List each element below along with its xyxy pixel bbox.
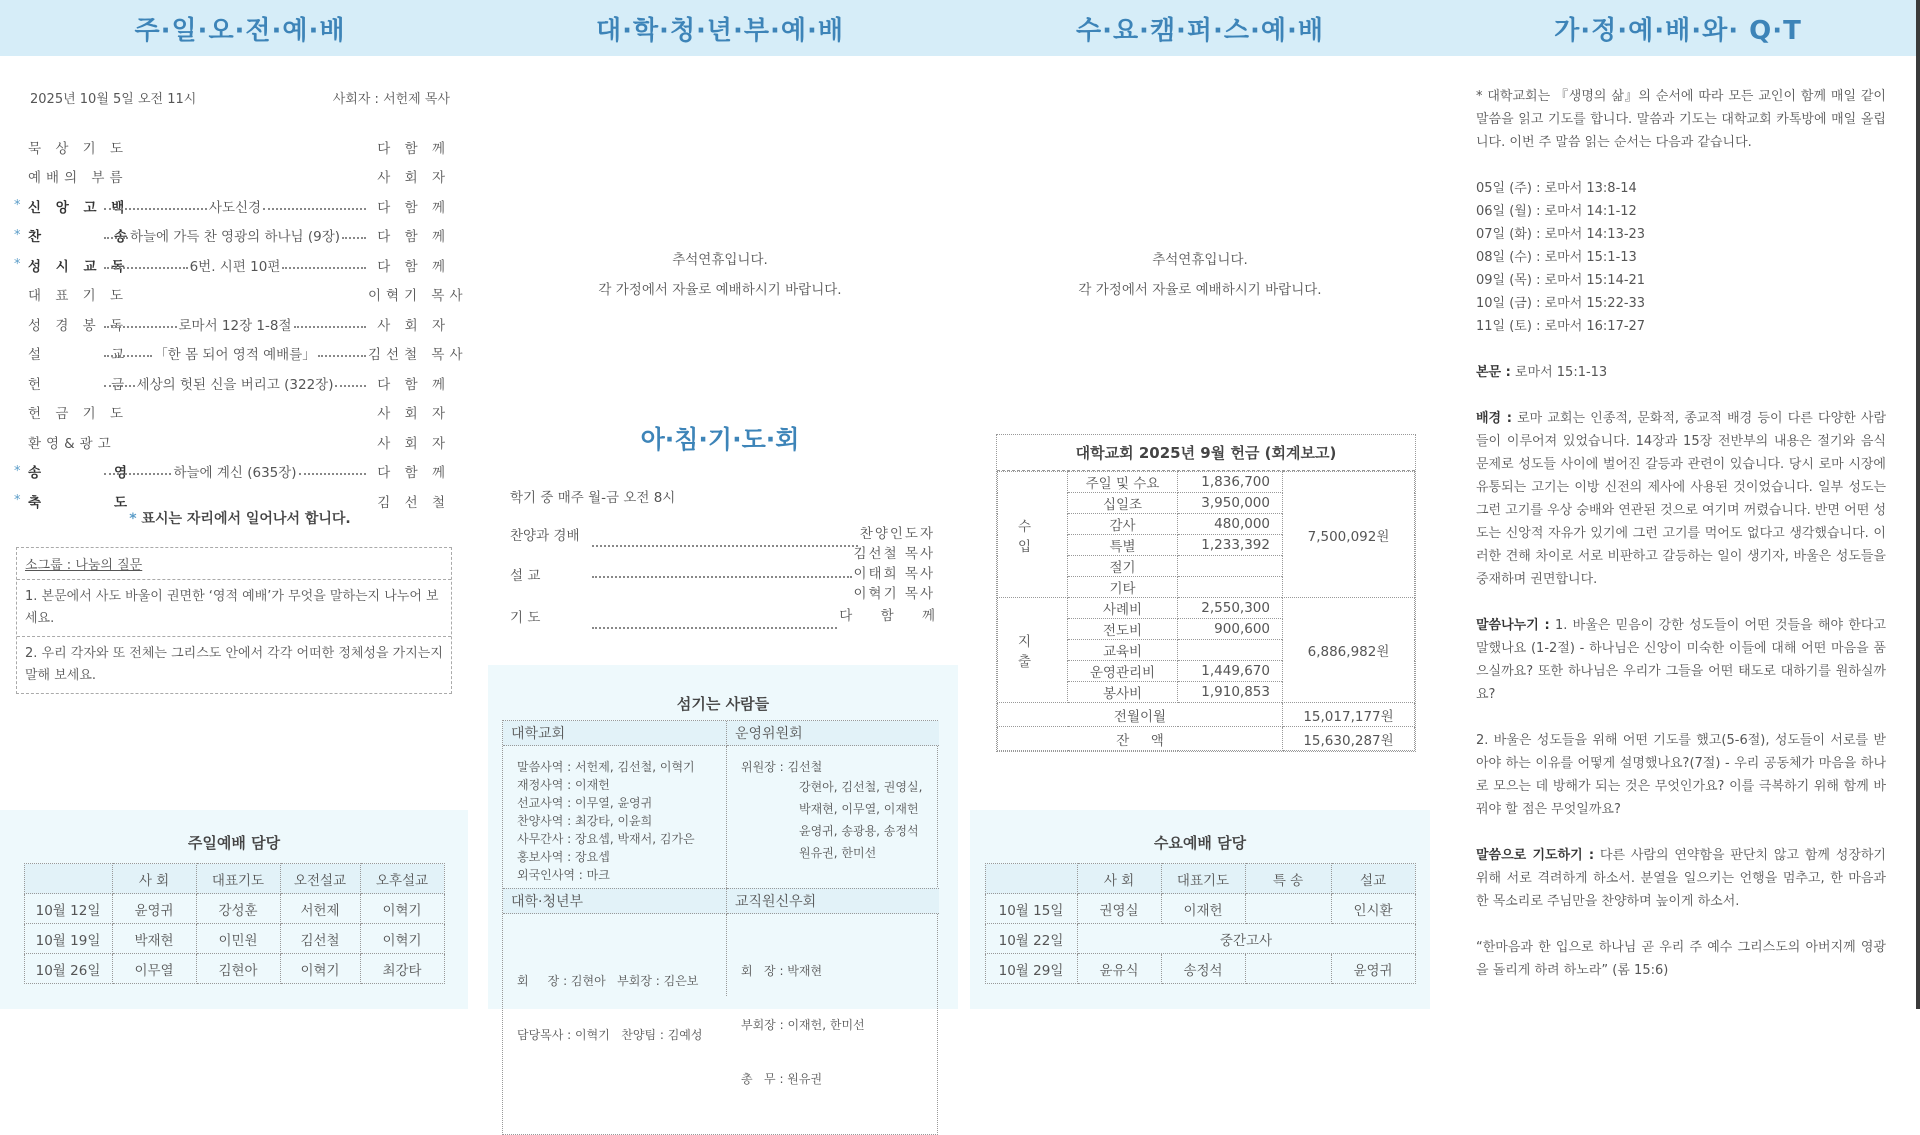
cell: 900,600 [1178, 619, 1283, 640]
carryover-value: 15,017,177원 [1283, 703, 1415, 727]
order-item-by: 다 함 께 [377, 140, 450, 157]
morning-item-by [854, 544, 936, 604]
order-item-name: 신 앙 고 백 [28, 199, 130, 216]
cell: 사례비 [1068, 598, 1178, 619]
wednesday-header [960, 0, 1440, 56]
order-item-detail [102, 411, 368, 413]
qt-panel [1440, 0, 1920, 1009]
leader-dots [299, 473, 366, 475]
section-head-youth: 대학·청년부 [503, 888, 727, 914]
order-item-by: 다 함 께 [377, 258, 450, 275]
cell: 운영관리비 [1068, 661, 1178, 682]
order-item-name: 환영&광고 [28, 435, 116, 452]
order-item-name: 축 도 [28, 494, 132, 511]
wednesday-holiday-notice [960, 245, 1440, 305]
server-line: 윤영귀, 송광용, 송정석 [799, 824, 919, 838]
worship-order-item [14, 309, 450, 339]
leader-dots [592, 545, 858, 547]
qt-content [1476, 85, 1886, 982]
table-row [24, 894, 444, 924]
order-item-detail [102, 441, 368, 443]
wednesday-duty-title: 수요예배 담당 [1153, 834, 1247, 852]
order-item-text: 로마서 12장 1-8절 [178, 317, 292, 334]
order-item-by: 다 함 께 [377, 199, 450, 216]
order-item-detail [102, 314, 368, 334]
cell [1245, 894, 1331, 924]
cell: 김선철 [280, 924, 360, 954]
sunday-duty-title: 주일예배 담당 [187, 834, 281, 852]
qt-prayer [1476, 844, 1886, 913]
servers-box [488, 665, 958, 1086]
question-item: 2. 우리 각자와 또 전체는 그리스도 안에서 각각 어떠한 정체성을 가지는지 말해 보세요. [25, 646, 443, 683]
section-body-committee [727, 746, 939, 888]
small-group-title: 소그룹 : 나눔의 질문 [17, 548, 451, 580]
server-line: 찬양사역 : 최강타, 이윤희 [517, 814, 653, 828]
server-line: 홍보사역 : 장요셉 [517, 850, 610, 864]
cell: 박재현 [112, 924, 196, 954]
order-item-by: 이혁기 목사 [368, 288, 468, 305]
cell: 이민원 [196, 924, 280, 954]
servers-grid [502, 720, 938, 1135]
leader-dots [104, 326, 177, 328]
section-head-committee: 운영위원회 [727, 721, 939, 746]
server-line: 담당목사 : 이혁기 찬양팀 : 김예성 [517, 1028, 703, 1042]
sunday-header [0, 0, 480, 56]
prayer-text: 다른 사람의 연약함을 판단치 않고 함께 성장하기 위해 서로 격려하게 하소서. 분열을 일으키는 언행을 멈추고, 한 마음과 한 목소리로 주님만을 찬양하며 높이게 하소서. [1476, 848, 1886, 909]
table-row [985, 954, 1415, 984]
notice-line: 각 가정에서 자율로 예배하시기 바랍니다. [1078, 282, 1322, 298]
worship-order-item [14, 221, 450, 251]
cell: 십일조 [1068, 493, 1178, 514]
sunday-title: 주·일·오·전·예·배 [134, 15, 346, 46]
server-line: 사무간사 : 장요셉, 박재서, 김가은 [517, 832, 695, 846]
header-cell [985, 864, 1077, 894]
leader-dots [335, 385, 366, 387]
youth-title: 대·학·청·년·부·예·배 [595, 15, 845, 46]
wednesday-title: 수·요·캠·퍼·스·예·배 [1075, 15, 1325, 46]
section-head-church: 대학교회 [503, 721, 727, 746]
carryover-label: 전월이월 [998, 703, 1283, 727]
morning-item-name: 찬양과 경배 [510, 528, 580, 544]
morning-prayer-title: 아·침·기·도·회 [640, 425, 800, 454]
cell: 10월 15일 [985, 894, 1077, 924]
cell: 윤유식 [1077, 954, 1161, 984]
notice-line: 추석연휴입니다. [1152, 252, 1248, 268]
cell: 교육비 [1068, 640, 1178, 661]
table-header-row [985, 864, 1415, 894]
offering-title: 대학교회 2025년 9월 헌금 (회계보고) [997, 435, 1415, 471]
header-cell: 사 회 [112, 864, 196, 894]
notice-line: 각 가정에서 자율로 예배하시기 바랍니다. [598, 282, 842, 298]
leader-dots [104, 385, 135, 387]
qt-header [1440, 0, 1916, 56]
cell: 강성훈 [196, 894, 280, 924]
star-icon: * [14, 198, 21, 214]
cell: 이재헌 [1161, 894, 1245, 924]
notice-line: 추석연휴입니다. [672, 252, 768, 268]
star-icon: * [14, 227, 21, 243]
header-cell: 사 회 [1077, 864, 1161, 894]
cell: 10월 19일 [24, 924, 112, 954]
worship-order-item [14, 398, 450, 428]
order-item-detail [102, 373, 368, 393]
leader-dots [104, 237, 128, 239]
qt-verse: “한마음과 한 입으로 하나님 곧 우리 주 예수 그리스도의 아버지께 영광을 돌리게 하려 하노라” (롬 15:6) [1476, 940, 1886, 978]
section-body-youth [503, 914, 727, 1042]
servers-title: 섬기는 사람들 [676, 695, 770, 713]
sharing-text: 1. 바울은 믿음이 강한 성도들이 어떤 것들을 해야 한다고 말했나요 (1-2절) - 하나님은 신앙이 미숙한 이들에 대해 어떤 마음을 품으실까요? 또한 하나님은 우리가 그들을 어떤 태도로 대하기를 원하실까요? [1476, 618, 1887, 702]
order-item-detail [102, 343, 368, 363]
text-value: 로마서 15:1-13 [1510, 365, 1608, 380]
order-item-by: 김선철 목사 [368, 347, 468, 364]
background-text: 로마 교회는 인종적, 문화적, 종교적 배경 등이 다른 다양한 사람들이 이루어져 있었습니다. 14장과 15장 전반부의 내용은 절기와 음식 문제로 성도들 사이에 벌어진 갈등과 관련이 있습니다. 당시 로마 시장에 유통되는 고기는 이방 신전의 제사에 사용된 것이었습니다. 일부 성도는 그런 고기를 우상 숭배와 연관된 것으로 여기며 꺼렸습니다. 반면 어떤 성도는 신앙적 자유가 있기에 그런 고기를 먹어도 없다고 생각했습니다. 이러한 견해 차이로 서로 비판하고 갈등하는 일이 생기자, 바울은 성도들을 중재하며 권면합니다. [1476, 411, 1886, 587]
order-item-by: 김 선 철 [377, 494, 450, 511]
reading-item: 10일 (금) : 로마서 15:22-33 [1476, 296, 1646, 311]
order-item-name: 대 표 기 도 [28, 288, 129, 305]
server-line: 외국인사역 : 마크 [517, 868, 610, 882]
youth-holiday-notice [480, 245, 960, 305]
header-cell: 설교 [1331, 864, 1415, 894]
qt-text-ref [1476, 361, 1886, 384]
morning-item-name: 설 교 [510, 568, 541, 584]
cell: 이무열 [112, 954, 196, 984]
morning-row [510, 544, 935, 604]
cell: 10월 12일 [24, 894, 112, 924]
order-item-detail [102, 225, 368, 245]
background-label: 배경 : [1476, 411, 1512, 426]
cell: 10월 26일 [24, 954, 112, 984]
server-line: 원유권, 한미선 [799, 846, 877, 860]
order-item-by: 사 회 자 [377, 170, 450, 187]
sunday-duty-table [24, 863, 445, 984]
order-item-name: 예배의 부름 [28, 170, 128, 187]
morning-item-by: 다 함 께 [839, 608, 947, 624]
order-item-detail [102, 461, 368, 481]
cell: 특별 [1068, 535, 1178, 556]
reading-item: 11일 (토) : 로마서 16:17-27 [1476, 319, 1646, 334]
stand-note [0, 508, 480, 528]
cell: 이혁기 [280, 954, 360, 984]
worship-order-item [14, 280, 468, 310]
cell: 서헌제 [280, 894, 360, 924]
morning-prayer-time: 학기 중 매주 월-금 오전 8시 [510, 490, 676, 506]
cell: 윤영귀 [1331, 954, 1415, 984]
stand-note-text: 표시는 자리에서 일어나서 합니다. [141, 511, 351, 527]
reading-item: 05일 (주) : 로마서 13:8-14 [1476, 181, 1637, 196]
worship-order-list [14, 132, 468, 516]
order-item-detail [102, 175, 368, 177]
leader-dots [104, 208, 207, 210]
qt-sharing-1 [1476, 614, 1886, 706]
table-row [24, 924, 444, 954]
order-item-by: 사 회 자 [377, 317, 450, 334]
reading-item: 06일 (월) : 로마서 14:1-12 [1476, 204, 1637, 219]
order-item-by: 다 함 께 [377, 376, 450, 393]
preacher: 김선철 목사 [853, 546, 935, 562]
morning-item-name: 기 도 [510, 610, 541, 626]
small-group-questions [16, 547, 452, 694]
server-line: 회 장 : 김현아 부회장 : 김은보 [517, 974, 699, 988]
morning-row [510, 604, 947, 626]
qt-intro: * 대학교회는 『생명의 삶』의 순서에 따라 모든 교인이 함께 매일 같이 말씀을 읽고 기도를 합니다. 말씀과 기도는 대학교회 카톡방에 매일 올립니다. 이번 주 말씀 읽는 순서는 다음과 같습니다. [1476, 89, 1886, 150]
order-item-name: 성 경 봉 독 [28, 317, 129, 334]
star-icon: * [14, 257, 21, 273]
balance-label: 잔 액 [998, 727, 1283, 751]
order-item-name: 성 시 교 독 [28, 258, 130, 275]
leader-dots [342, 237, 366, 239]
sunday-date: 2025년 10월 5일 오전 11시 [30, 92, 197, 107]
cell [1178, 577, 1283, 598]
morning-prayer-order [510, 520, 947, 626]
server-line: 말씀사역 : 서헌제, 김선철, 이혁기 [517, 760, 695, 774]
leader-dots [318, 355, 366, 357]
prayer-label: 말씀으로 기도하기 : [1476, 848, 1595, 863]
wednesday-duty-box [970, 810, 1430, 1009]
star-icon: * [14, 463, 21, 479]
sunday-service-panel [0, 0, 480, 1009]
cell: 1,233,392 [1178, 535, 1283, 556]
server-line: 재정사역 : 이재헌 [517, 778, 610, 792]
header-cell [24, 864, 112, 894]
section-head-faculty: 교직원신우회 [727, 888, 939, 914]
leader-dots [263, 208, 366, 210]
worship-order-item [14, 191, 450, 221]
cell [1178, 556, 1283, 577]
cell: 중간고사 [1077, 924, 1415, 954]
table-row [998, 703, 1415, 727]
morning-row [510, 520, 935, 544]
offering-report [996, 434, 1416, 752]
sunday-meta [30, 88, 450, 107]
order-item-name: 설 교 [28, 347, 130, 364]
order-item-detail [102, 293, 368, 295]
expense-label: 지 출 [998, 598, 1068, 703]
header-cell: 특 송 [1245, 864, 1331, 894]
order-item-text: 「한 몸 되어 영적 예배를」 [154, 347, 316, 364]
server-line: 강현아, 김선철, 권영실, [799, 780, 923, 794]
order-item-text: 6번. 시편 10편 [189, 258, 281, 275]
order-item-detail [102, 500, 368, 502]
sunday-duty-box [0, 810, 468, 1009]
order-item-name: 묵 상 기 도 [28, 140, 129, 157]
youth-service-panel [480, 0, 960, 1086]
order-item-text: 세상의 헛된 신을 버리고 (322장) [136, 376, 334, 393]
wednesday-duty-table [985, 863, 1416, 984]
cell: 송정석 [1161, 954, 1245, 984]
qt-sharing-2: 2. 바울은 성도들을 위해 어떤 기도를 했고(5-6절), 성도들이 서로를 받아야 하는 이유를 어떻게 설명했나요?(7절) - 우리 공동체가 마음을 하나로 모으는 데 방해가 되는 것은 무엇인가요? 이를 극복하기 위해 함께 바꿔야 할 점은 무엇일까요? [1476, 733, 1886, 817]
cell: 전도비 [1068, 619, 1178, 640]
header-cell: 대표기도 [196, 864, 280, 894]
worship-order-item [14, 457, 450, 487]
cell: 10월 29일 [985, 954, 1077, 984]
server-line: 위원장 : 김선철 [741, 760, 823, 774]
leader-dots [294, 326, 367, 328]
order-item-by: 사 회 자 [377, 406, 450, 423]
cell: 1,449,670 [1178, 661, 1283, 682]
table-row [998, 472, 1415, 493]
cell: 최강타 [360, 954, 444, 984]
worship-order-item [14, 250, 450, 280]
reading-item: 09일 (목) : 로마서 15:14-21 [1476, 273, 1646, 288]
order-item-by: 사 회 자 [377, 435, 450, 452]
sharing-label: 말씀나누기 : [1476, 618, 1550, 633]
reading-item: 07일 (화) : 로마서 14:13-23 [1476, 227, 1646, 242]
table-row [998, 727, 1415, 751]
question-item: 1. 본문에서 사도 바울이 권면한 ‘영적 예배’가 무엇을 말하는지 나누어 보세요. [17, 580, 451, 637]
leader-dots [104, 473, 171, 475]
balance-value: 15,630,287원 [1283, 727, 1415, 751]
cell: 2,550,300 [1178, 598, 1283, 619]
order-item-detail [102, 255, 368, 275]
expense-total: 6,886,982원 [1283, 598, 1415, 703]
youth-header [480, 0, 960, 56]
server-line: 총 무 : 원유권 [741, 1072, 823, 1086]
table-row [998, 598, 1415, 619]
worship-order-item [14, 427, 450, 457]
preacher: 이태희 목사 [853, 566, 935, 582]
order-item-text: 하늘에 가득 찬 영광의 하나님 (9장) [129, 229, 341, 246]
order-item-name: 헌 금 [28, 376, 130, 393]
text-label: 본문 : [1476, 365, 1511, 380]
cell: 3,950,000 [1178, 493, 1283, 514]
cell: 김현아 [196, 954, 280, 984]
worship-order-item [14, 339, 468, 369]
cell: 봉사비 [1068, 682, 1178, 703]
cell: 감사 [1068, 514, 1178, 535]
cell: 480,000 [1178, 514, 1283, 535]
leader-dots [104, 355, 152, 357]
header-cell: 오후설교 [360, 864, 444, 894]
server-line: 회 장 : 박재현 [741, 964, 823, 978]
star-icon: * [129, 511, 137, 527]
order-item-text: 사도신경 [208, 199, 262, 216]
server-line: 부회장 : 이재헌, 한미선 [741, 1018, 865, 1032]
qt-background [1476, 407, 1886, 591]
server-line: 박재현, 이무열, 이재헌 [799, 802, 919, 816]
star-icon: * [14, 493, 21, 509]
leader-dots [592, 627, 837, 629]
cell: 주일 및 수요 [1068, 472, 1178, 493]
order-item-detail [102, 196, 368, 216]
cell: 인시환 [1331, 894, 1415, 924]
table-row [24, 954, 444, 984]
order-item-name: 찬 송 [28, 229, 132, 246]
worship-order-item [14, 162, 450, 192]
cell: 권영실 [1077, 894, 1161, 924]
order-item-detail [102, 146, 368, 148]
cell: 이혁기 [360, 894, 444, 924]
table-header-row [24, 864, 444, 894]
header-cell: 대표기도 [1161, 864, 1245, 894]
cell: 윤영귀 [112, 894, 196, 924]
reading-item: 08일 (수) : 로마서 15:1-13 [1476, 250, 1637, 265]
cell: 이혁기 [360, 924, 444, 954]
preacher: 이혁기 목사 [853, 586, 935, 602]
table-row [985, 924, 1415, 954]
cell: 절기 [1068, 556, 1178, 577]
leader-dots [592, 576, 852, 578]
section-body-church [503, 746, 727, 888]
order-item-name: 헌 금 기 도 [28, 406, 129, 423]
offering-table [997, 471, 1415, 751]
server-line: 선교사역 : 이무열, 윤영귀 [517, 796, 653, 810]
cell [1178, 640, 1283, 661]
leader-dots [104, 267, 188, 269]
income-total: 7,500,092원 [1283, 472, 1415, 598]
cell: 1,910,853 [1178, 682, 1283, 703]
worship-order-item [14, 368, 450, 398]
section-body-faculty [727, 914, 939, 1134]
wednesday-service-panel [960, 0, 1440, 1009]
income-label: 수 입 [998, 472, 1068, 598]
sunday-leader: 사회자 : 서헌제 목사 [332, 92, 450, 107]
order-item-name: 송 영 [28, 465, 132, 482]
leader-dots [282, 267, 366, 269]
table-row [985, 894, 1415, 924]
worship-order-item [14, 132, 450, 162]
header-cell: 오전설교 [280, 864, 360, 894]
cell: 10월 22일 [985, 924, 1077, 954]
order-item-text: 하늘에 계신 (635장) [173, 465, 297, 482]
qt-title: 가·정·예·배·와· Q·T [1554, 15, 1802, 46]
cell: 1,836,700 [1178, 472, 1283, 493]
order-item-by: 다 함 께 [377, 465, 450, 482]
cell [1245, 954, 1331, 984]
cell: 기타 [1068, 577, 1178, 598]
order-item-by: 다 함 께 [377, 229, 450, 246]
morning-item-by: 찬양인도자 [859, 526, 935, 542]
